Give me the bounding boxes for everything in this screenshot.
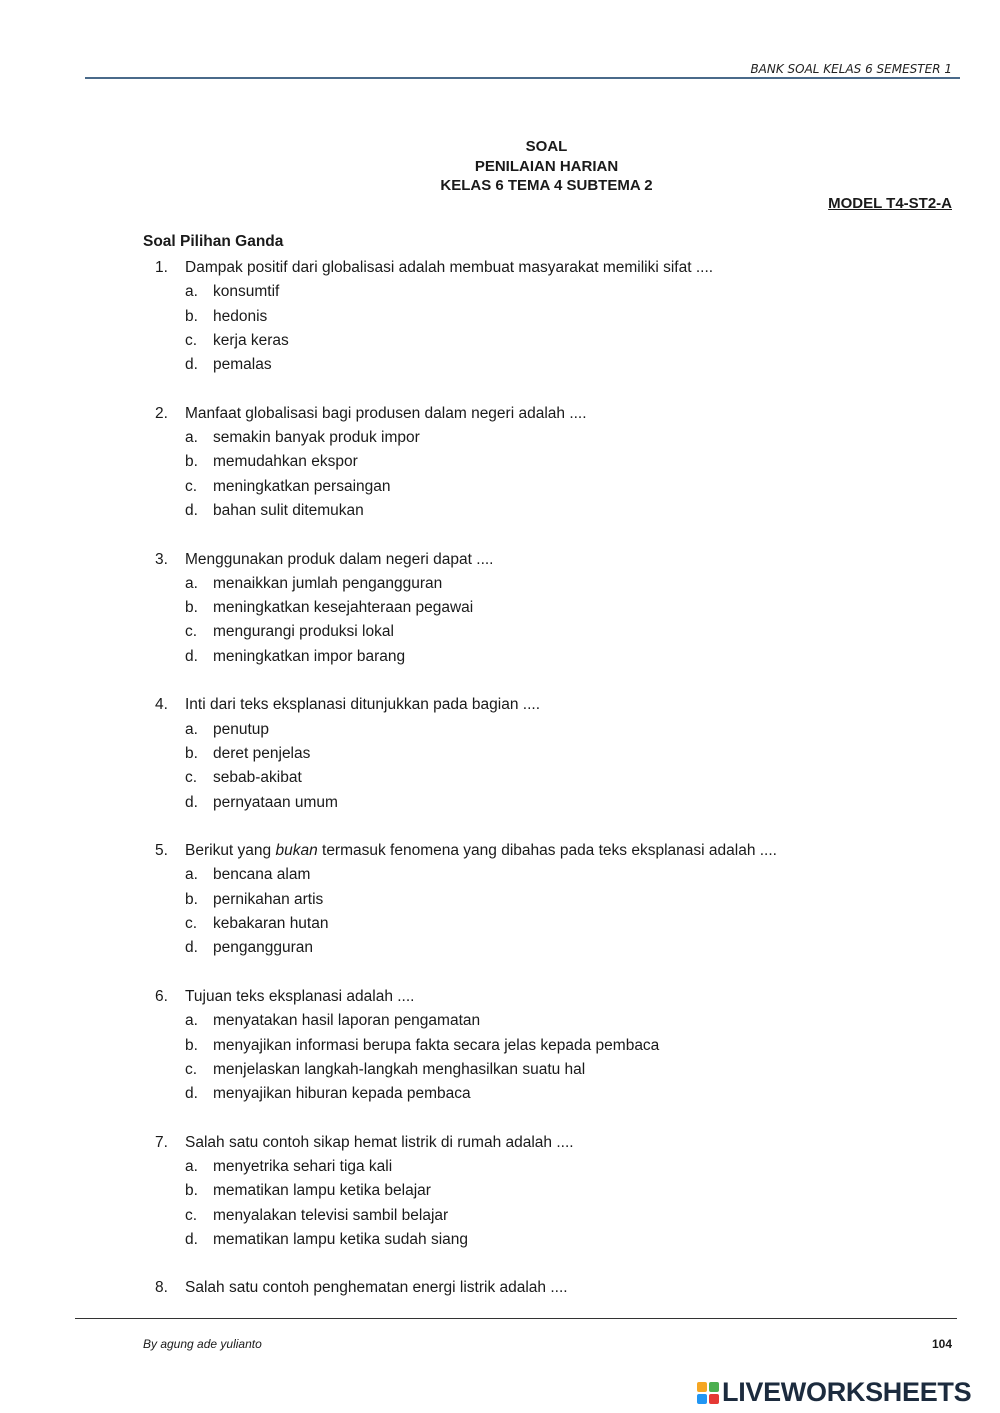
option-letter: d. — [185, 793, 198, 811]
question-number: 8. — [155, 1279, 168, 1297]
question-line — [155, 402, 935, 426]
option-letter: a. — [185, 866, 198, 884]
option-letter: b. — [185, 890, 198, 908]
question-list — [155, 256, 935, 1325]
question-item — [155, 1276, 935, 1300]
option-text: memudahkan ekspor — [213, 453, 358, 471]
option-text: meningkatkan kesejahteraan pegawai — [213, 599, 474, 617]
question-text-emphasis: bukan — [275, 842, 318, 860]
answer-option — [155, 1009, 935, 1033]
option-letter: d. — [185, 356, 198, 374]
option-letter: b. — [185, 744, 198, 762]
option-letter: b. — [185, 453, 198, 471]
answer-option — [155, 426, 935, 450]
answer-option — [155, 329, 935, 353]
answer-option — [155, 305, 935, 329]
question-number: 2. — [155, 404, 168, 422]
option-letter: c. — [185, 331, 198, 349]
answer-option — [155, 645, 935, 669]
question-number: 5. — [155, 842, 168, 860]
title-line-2: PENILAIAN HARIAN — [474, 157, 619, 175]
option-letter: c. — [185, 769, 198, 787]
option-letter: a. — [185, 574, 198, 592]
logo-tile — [709, 1382, 719, 1392]
question-item — [155, 548, 935, 669]
footer-rule — [75, 1318, 957, 1319]
title-line-3: KELAS 6 TEMA 4 SUBTEMA 2 — [440, 177, 653, 194]
question-line — [155, 839, 935, 863]
answer-option — [155, 912, 935, 936]
question-text: Inti dari teks eksplanasi ditunjukkan pada bagian .... — [185, 696, 541, 714]
option-text: kerja keras — [213, 331, 289, 349]
question-item — [155, 985, 935, 1106]
option-letter: d. — [185, 1230, 198, 1248]
option-letter: a. — [185, 283, 198, 301]
question-line — [155, 256, 935, 280]
logo-tile — [697, 1382, 707, 1392]
answer-option — [155, 572, 935, 596]
option-text: pernikahan artis — [213, 890, 324, 908]
answer-option — [155, 280, 935, 304]
answer-option — [155, 888, 935, 912]
model-code: MODEL T4-ST2-A — [828, 195, 952, 212]
answer-option — [155, 791, 935, 815]
option-letter: a. — [185, 1157, 198, 1175]
question-item — [155, 256, 935, 377]
option-text: pemalas — [213, 356, 272, 374]
question-line — [155, 693, 935, 717]
answer-option — [155, 475, 935, 499]
answer-option — [155, 1179, 935, 1203]
option-text: meningkatkan persaingan — [213, 477, 391, 495]
answer-option — [155, 353, 935, 377]
brand-name: LIVEWORKSHEETS — [722, 1377, 972, 1407]
option-text: menyatakan hasil laporan pengamatan — [213, 1012, 481, 1030]
option-text: penutup — [213, 720, 270, 738]
brand-logo-icon — [697, 1382, 719, 1404]
running-header: BANK SOAL KELAS 6 SEMESTER 1 — [750, 62, 952, 76]
question-text: Menggunakan produk dalam negeri dapat .... — [185, 550, 494, 568]
liveworksheets-brand[interactable] — [697, 1377, 971, 1408]
option-letter: b. — [185, 307, 198, 325]
option-text: semakin banyak produk impor — [213, 429, 420, 447]
option-letter: c. — [185, 477, 198, 495]
answer-option — [155, 936, 935, 960]
question-number: 7. — [155, 1133, 168, 1151]
answer-option — [155, 499, 935, 523]
question-number: 1. — [155, 259, 168, 276]
option-text: konsumtif — [213, 283, 280, 301]
option-letter: d. — [185, 939, 198, 957]
question-text-part: Berikut yang — [185, 842, 276, 860]
option-text: menyetrika sehari tiga kali — [213, 1157, 393, 1175]
option-letter: d. — [185, 1085, 198, 1103]
page-number: 104 — [931, 1337, 952, 1351]
option-letter: b. — [185, 599, 198, 617]
option-text: mengurangi produksi lokal — [213, 623, 394, 641]
answer-option — [155, 1082, 935, 1106]
title-block — [0, 137, 1000, 196]
answer-option — [155, 742, 935, 766]
answer-option — [155, 863, 935, 887]
option-text: pengangguran — [213, 939, 313, 957]
question-item — [155, 839, 935, 960]
option-text: bencana alam — [213, 866, 311, 884]
question-text-part: termasuk fenomena yang dibahas pada teks eksplanasi adalah .... — [317, 842, 777, 860]
question-text: Dampak positif dari globalisasi adalah membuat masyarakat memiliki sifat .... — [185, 259, 714, 276]
option-text: kebakaran hutan — [213, 915, 329, 933]
answer-option — [155, 1204, 935, 1228]
question-number: 3. — [155, 550, 168, 568]
question-text: Salah satu contoh penghematan energi listrik adalah .... — [185, 1279, 568, 1297]
option-letter: c. — [185, 623, 198, 641]
question-text — [185, 839, 777, 863]
option-letter: a. — [185, 720, 198, 738]
option-text: pernyataan umum — [213, 793, 338, 811]
option-letter: c. — [185, 1206, 198, 1224]
question-text: Tujuan teks eksplanasi adalah .... — [185, 987, 415, 1005]
option-text: menyalakan televisi sambil belajar — [213, 1206, 449, 1224]
question-number: 6. — [155, 987, 168, 1005]
logo-tile — [709, 1394, 719, 1404]
question-text: Salah satu contoh sikap hemat listrik di rumah adalah .... — [185, 1133, 574, 1151]
option-text: menyajikan informasi berupa fakta secara jelas kepada pembaca — [213, 1036, 660, 1054]
answer-option — [155, 450, 935, 474]
answer-option — [155, 596, 935, 620]
header-rule — [85, 77, 960, 79]
answer-option — [155, 1034, 935, 1058]
option-text: mematikan lampu ketika sudah siang — [213, 1230, 469, 1248]
question-text: Manfaat globalisasi bagi produsen dalam negeri adalah .... — [185, 404, 587, 422]
answer-option — [155, 766, 935, 790]
option-text: menyajikan hiburan kepada pembaca — [213, 1085, 471, 1103]
option-letter: a. — [185, 429, 198, 447]
option-letter: a. — [185, 1012, 198, 1030]
answer-option — [155, 718, 935, 742]
option-letter: b. — [185, 1182, 198, 1200]
option-letter: d. — [185, 647, 198, 665]
option-text: deret penjelas — [213, 744, 311, 762]
question-line — [155, 1131, 935, 1155]
answer-option — [155, 1228, 935, 1252]
question-item — [155, 402, 935, 523]
question-item — [155, 1131, 935, 1252]
option-text: menjelaskan langkah-langkah menghasilkan suatu hal — [213, 1060, 586, 1078]
question-line — [155, 1276, 935, 1300]
option-text: bahan sulit ditemukan — [213, 501, 364, 519]
answer-option — [155, 620, 935, 644]
footer-author: By agung ade yulianto — [143, 1337, 262, 1351]
option-text: hedonis — [213, 307, 268, 325]
question-line — [155, 548, 935, 572]
logo-tile — [697, 1394, 707, 1404]
section-title: Soal Pilihan Ganda — [143, 233, 284, 250]
answer-option — [155, 1155, 935, 1179]
option-letter: d. — [185, 501, 198, 519]
option-letter: b. — [185, 1036, 198, 1054]
question-line — [155, 985, 935, 1009]
question-number: 4. — [155, 696, 168, 714]
option-text: sebab-akibat — [213, 769, 302, 787]
question-item — [155, 693, 935, 814]
option-text: menaikkan jumlah pengangguran — [213, 574, 443, 592]
title-line-1: SOAL — [525, 138, 568, 155]
answer-option — [155, 1058, 935, 1082]
option-letter: c. — [185, 1060, 198, 1078]
option-text: mematikan lampu ketika belajar — [213, 1182, 431, 1200]
option-letter: c. — [185, 915, 198, 933]
option-text: meningkatkan impor barang — [213, 647, 406, 665]
